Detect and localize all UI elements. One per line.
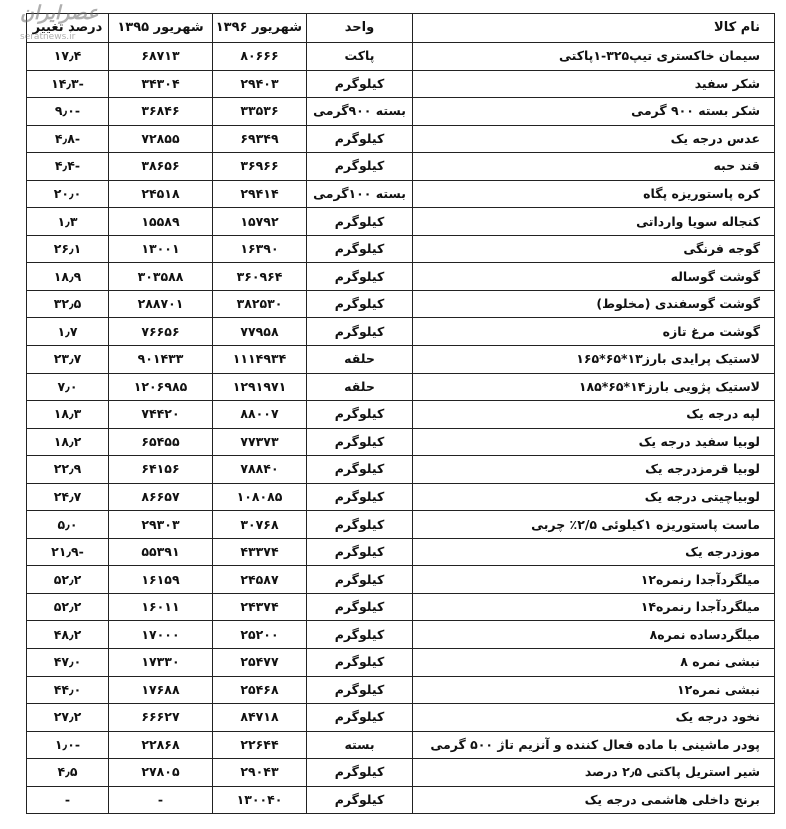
cell-name: گوشت مرغ تازه (413, 318, 775, 346)
cell-name: لوبیا سفید درجه یک (413, 428, 775, 456)
cell-price-1396: ۱۲۹۱۹۷۱ (213, 373, 307, 401)
header-unit: واحد (307, 14, 413, 43)
cell-change: ۵٫۰ (27, 511, 109, 539)
cell-name: گوشت گوسفندی (مخلوط) (413, 290, 775, 318)
cell-unit: بسته ۹۰۰گرمی (307, 98, 413, 126)
cell-price-1396: ۱۵۷۹۲ (213, 208, 307, 236)
cell-unit: کیلوگرم (307, 786, 413, 814)
cell-change: ۴۴٫۰ (27, 676, 109, 704)
cell-name: میلگردآجدا رنمره۱۲ (413, 566, 775, 594)
cell-name: کنجاله سویا وارداتی (413, 208, 775, 236)
cell-unit: کیلوگرم (307, 759, 413, 787)
cell-unit: حلقه (307, 373, 413, 401)
cell-price-1396: ۳۳۵۳۶ (213, 98, 307, 126)
cell-unit: کیلوگرم (307, 456, 413, 484)
cell-price-1395: - (109, 786, 213, 814)
cell-change: ۱۷٫۴ (27, 43, 109, 71)
cell-unit: کیلوگرم (307, 483, 413, 511)
table-row (27, 290, 775, 318)
cell-unit: کیلوگرم (307, 125, 413, 153)
cell-name: نبشی نمره۱۲ (413, 676, 775, 704)
cell-name: قند حبه (413, 153, 775, 181)
cell-price-1395: ۲۲۸۶۸ (109, 731, 213, 759)
cell-price-1396: ۳۶۰۹۶۴ (213, 263, 307, 291)
table-row (27, 98, 775, 126)
cell-unit: کیلوگرم (307, 153, 413, 181)
table-body (27, 43, 775, 814)
cell-price-1395: ۱۶۰۱۱ (109, 593, 213, 621)
cell-change: ۴۷٫۰ (27, 649, 109, 677)
cell-unit: کیلوگرم (307, 70, 413, 98)
header-name: نام کالا (413, 14, 775, 43)
cell-change: -۱٫۰ (27, 731, 109, 759)
cell-name: شکر سفید (413, 70, 775, 98)
cell-unit: کیلوگرم (307, 318, 413, 346)
cell-price-1395: ۶۴۱۵۶ (109, 456, 213, 484)
cell-unit: کیلوگرم (307, 208, 413, 236)
cell-name: گوشت گوساله (413, 263, 775, 291)
cell-price-1395: ۷۶۶۵۶ (109, 318, 213, 346)
cell-price-1396: ۲۴۳۷۴ (213, 593, 307, 621)
header-change: درصد تغییر (27, 14, 109, 43)
cell-price-1395: ۳۶۸۴۶ (109, 98, 213, 126)
cell-name: لاستیک پژویی بارز۱۴*۶۵*۱۸۵ (413, 373, 775, 401)
cell-name: موزدرجه یک (413, 538, 775, 566)
cell-change: ۲۰٫۰ (27, 180, 109, 208)
cell-price-1396: ۲۵۴۷۷ (213, 649, 307, 677)
cell-unit: کیلوگرم (307, 401, 413, 429)
table-row (27, 180, 775, 208)
table-row (27, 566, 775, 594)
cell-price-1395: ۹۰۱۴۳۳ (109, 346, 213, 374)
cell-unit: کیلوگرم (307, 566, 413, 594)
cell-change: ۳۲٫۵ (27, 290, 109, 318)
cell-price-1396: ۸۰۶۶۶ (213, 43, 307, 71)
cell-price-1396: ۲۵۴۶۸ (213, 676, 307, 704)
cell-price-1395: ۱۷۰۰۰ (109, 621, 213, 649)
cell-price-1396: ۷۸۸۴۰ (213, 456, 307, 484)
table-row (27, 346, 775, 374)
header-price-1395: شهریور ۱۳۹۵ (109, 14, 213, 43)
cell-unit: کیلوگرم (307, 263, 413, 291)
cell-unit: کیلوگرم (307, 704, 413, 732)
cell-price-1396: ۲۵۲۰۰ (213, 621, 307, 649)
header-row (27, 14, 775, 43)
cell-unit: حلقه (307, 346, 413, 374)
cell-change: ۲۷٫۲ (27, 704, 109, 732)
cell-price-1395: ۶۶۶۲۷ (109, 704, 213, 732)
table-row (27, 401, 775, 429)
cell-change: ۲۳٫۷ (27, 346, 109, 374)
cell-price-1395: ۳۰۳۵۸۸ (109, 263, 213, 291)
cell-price-1396: ۳۰۷۶۸ (213, 511, 307, 539)
watermark-site: seratnews.ir (20, 32, 76, 42)
cell-name: شیر استریل پاکتی ۲٫۵ درصد (413, 759, 775, 787)
cell-change: ۱٫۳ (27, 208, 109, 236)
table-row (27, 538, 775, 566)
cell-price-1395: ۷۴۴۲۰ (109, 401, 213, 429)
cell-price-1395: ۳۴۳۰۴ (109, 70, 213, 98)
cell-name: شکر بسته ۹۰۰ گرمی (413, 98, 775, 126)
cell-change: ۷٫۰ (27, 373, 109, 401)
cell-name: گوجه فرنگی (413, 235, 775, 263)
cell-name: نبشی نمره ۸ (413, 649, 775, 677)
cell-price-1396: ۸۴۷۱۸ (213, 704, 307, 732)
cell-price-1396: ۷۷۹۵۸ (213, 318, 307, 346)
cell-change: ۲۶٫۱ (27, 235, 109, 263)
table-row (27, 373, 775, 401)
price-table (26, 13, 775, 814)
watermark-title: عصرایران (20, 2, 99, 24)
cell-change: ۴٫۵ (27, 759, 109, 787)
table-row (27, 428, 775, 456)
cell-change: -۱۴٫۳ (27, 70, 109, 98)
cell-name: سیمان خاکستری تیپ۳۲۵-۱پاکتی (413, 43, 775, 71)
table-row (27, 511, 775, 539)
cell-price-1395: ۲۴۵۱۸ (109, 180, 213, 208)
cell-price-1396: ۲۹۴۰۳ (213, 70, 307, 98)
cell-price-1396: ۸۸۰۰۷ (213, 401, 307, 429)
table-row (27, 318, 775, 346)
table-row (27, 593, 775, 621)
cell-price-1396: ۲۴۵۸۷ (213, 566, 307, 594)
cell-price-1395: ۱۷۳۳۰ (109, 649, 213, 677)
table-row (27, 456, 775, 484)
table-row (27, 208, 775, 236)
cell-price-1396: ۴۳۳۷۴ (213, 538, 307, 566)
cell-price-1395: ۱۲۰۶۹۸۵ (109, 373, 213, 401)
cell-unit: کیلوگرم (307, 235, 413, 263)
cell-change: ۱۸٫۹ (27, 263, 109, 291)
table-row (27, 649, 775, 677)
table-row (27, 235, 775, 263)
cell-name: نخود درجه یک (413, 704, 775, 732)
cell-price-1396: ۶۹۳۴۹ (213, 125, 307, 153)
cell-change: ۱۸٫۳ (27, 401, 109, 429)
cell-name: میلگردآجدا رنمره۱۴ (413, 593, 775, 621)
cell-unit: بسته (307, 731, 413, 759)
cell-unit: کیلوگرم (307, 649, 413, 677)
cell-unit: کیلوگرم (307, 511, 413, 539)
table-row (27, 676, 775, 704)
cell-price-1396: ۲۲۶۴۴ (213, 731, 307, 759)
cell-price-1395: ۶۸۷۱۳ (109, 43, 213, 71)
cell-price-1396: ۱۱۱۴۹۳۴ (213, 346, 307, 374)
cell-change: -۹٫۰ (27, 98, 109, 126)
cell-name: لوبیا قرمزدرجه یک (413, 456, 775, 484)
cell-unit: کیلوگرم (307, 621, 413, 649)
table-row (27, 759, 775, 787)
table-row (27, 621, 775, 649)
cell-name: لپه درجه یک (413, 401, 775, 429)
cell-name: لوبیاچیتی درجه یک (413, 483, 775, 511)
cell-change: ۴۸٫۲ (27, 621, 109, 649)
cell-unit: کیلوگرم (307, 290, 413, 318)
table-row (27, 786, 775, 814)
cell-price-1396: ۲۹۰۴۳ (213, 759, 307, 787)
cell-price-1395: ۱۵۵۸۹ (109, 208, 213, 236)
cell-price-1396: ۳۸۲۵۳۰ (213, 290, 307, 318)
cell-unit: کیلوگرم (307, 676, 413, 704)
cell-price-1396: ۱۰۸۰۸۵ (213, 483, 307, 511)
cell-unit: کیلوگرم (307, 593, 413, 621)
cell-change: -۲۱٫۹ (27, 538, 109, 566)
cell-change: - (27, 786, 109, 814)
table-row (27, 704, 775, 732)
cell-name: میلگردساده نمره۸ (413, 621, 775, 649)
cell-price-1395: ۲۹۳۰۳ (109, 511, 213, 539)
price-table-sheet (26, 13, 774, 814)
cell-price-1396: ۱۳۰۰۴۰ (213, 786, 307, 814)
cell-name: لاستیک پرایدی بارز۱۳*۶۵*۱۶۵ (413, 346, 775, 374)
cell-unit: پاکت (307, 43, 413, 71)
cell-change: ۲۲٫۹ (27, 456, 109, 484)
header-price-1396: شهریور ۱۳۹۶ (213, 14, 307, 43)
cell-change: ۵۲٫۲ (27, 593, 109, 621)
cell-change: -۴٫۸ (27, 125, 109, 153)
cell-change: ۲۴٫۷ (27, 483, 109, 511)
cell-price-1395: ۱۳۰۰۱ (109, 235, 213, 263)
cell-price-1395: ۷۲۸۵۵ (109, 125, 213, 153)
cell-price-1395: ۸۶۶۵۷ (109, 483, 213, 511)
cell-unit: کیلوگرم (307, 538, 413, 566)
table-row (27, 153, 775, 181)
table-row (27, 125, 775, 153)
table-row (27, 70, 775, 98)
cell-unit: بسته ۱۰۰گرمی (307, 180, 413, 208)
cell-change: ۵۲٫۲ (27, 566, 109, 594)
cell-change: -۴٫۴ (27, 153, 109, 181)
cell-price-1395: ۲۷۸۰۵ (109, 759, 213, 787)
cell-unit: کیلوگرم (307, 428, 413, 456)
cell-price-1396: ۳۶۹۶۶ (213, 153, 307, 181)
cell-name: پودر ماشینی با ماده فعال کننده و آنزیم تاژ ۵۰۰ گرمی (413, 731, 775, 759)
cell-price-1396: ۲۹۴۱۴ (213, 180, 307, 208)
cell-price-1396: ۱۶۳۹۰ (213, 235, 307, 263)
cell-price-1395: ۱۶۱۵۹ (109, 566, 213, 594)
table-row (27, 483, 775, 511)
cell-change: ۱٫۷ (27, 318, 109, 346)
cell-name: برنج داخلی هاشمی درجه یک (413, 786, 775, 814)
cell-price-1395: ۶۵۴۵۵ (109, 428, 213, 456)
cell-price-1395: ۳۸۶۵۶ (109, 153, 213, 181)
table-row (27, 731, 775, 759)
table-row (27, 263, 775, 291)
cell-name: کره پاستوریزه پگاه (413, 180, 775, 208)
table-row (27, 43, 775, 71)
cell-name: ماست پاستوریزه ۱کیلوئی ۲/۵٪ چربی (413, 511, 775, 539)
cell-price-1396: ۷۷۳۷۳ (213, 428, 307, 456)
cell-price-1395: ۲۸۸۷۰۱ (109, 290, 213, 318)
cell-change: ۱۸٫۲ (27, 428, 109, 456)
cell-price-1395: ۱۷۶۸۸ (109, 676, 213, 704)
cell-name: عدس درجه یک (413, 125, 775, 153)
cell-price-1395: ۵۵۳۹۱ (109, 538, 213, 566)
